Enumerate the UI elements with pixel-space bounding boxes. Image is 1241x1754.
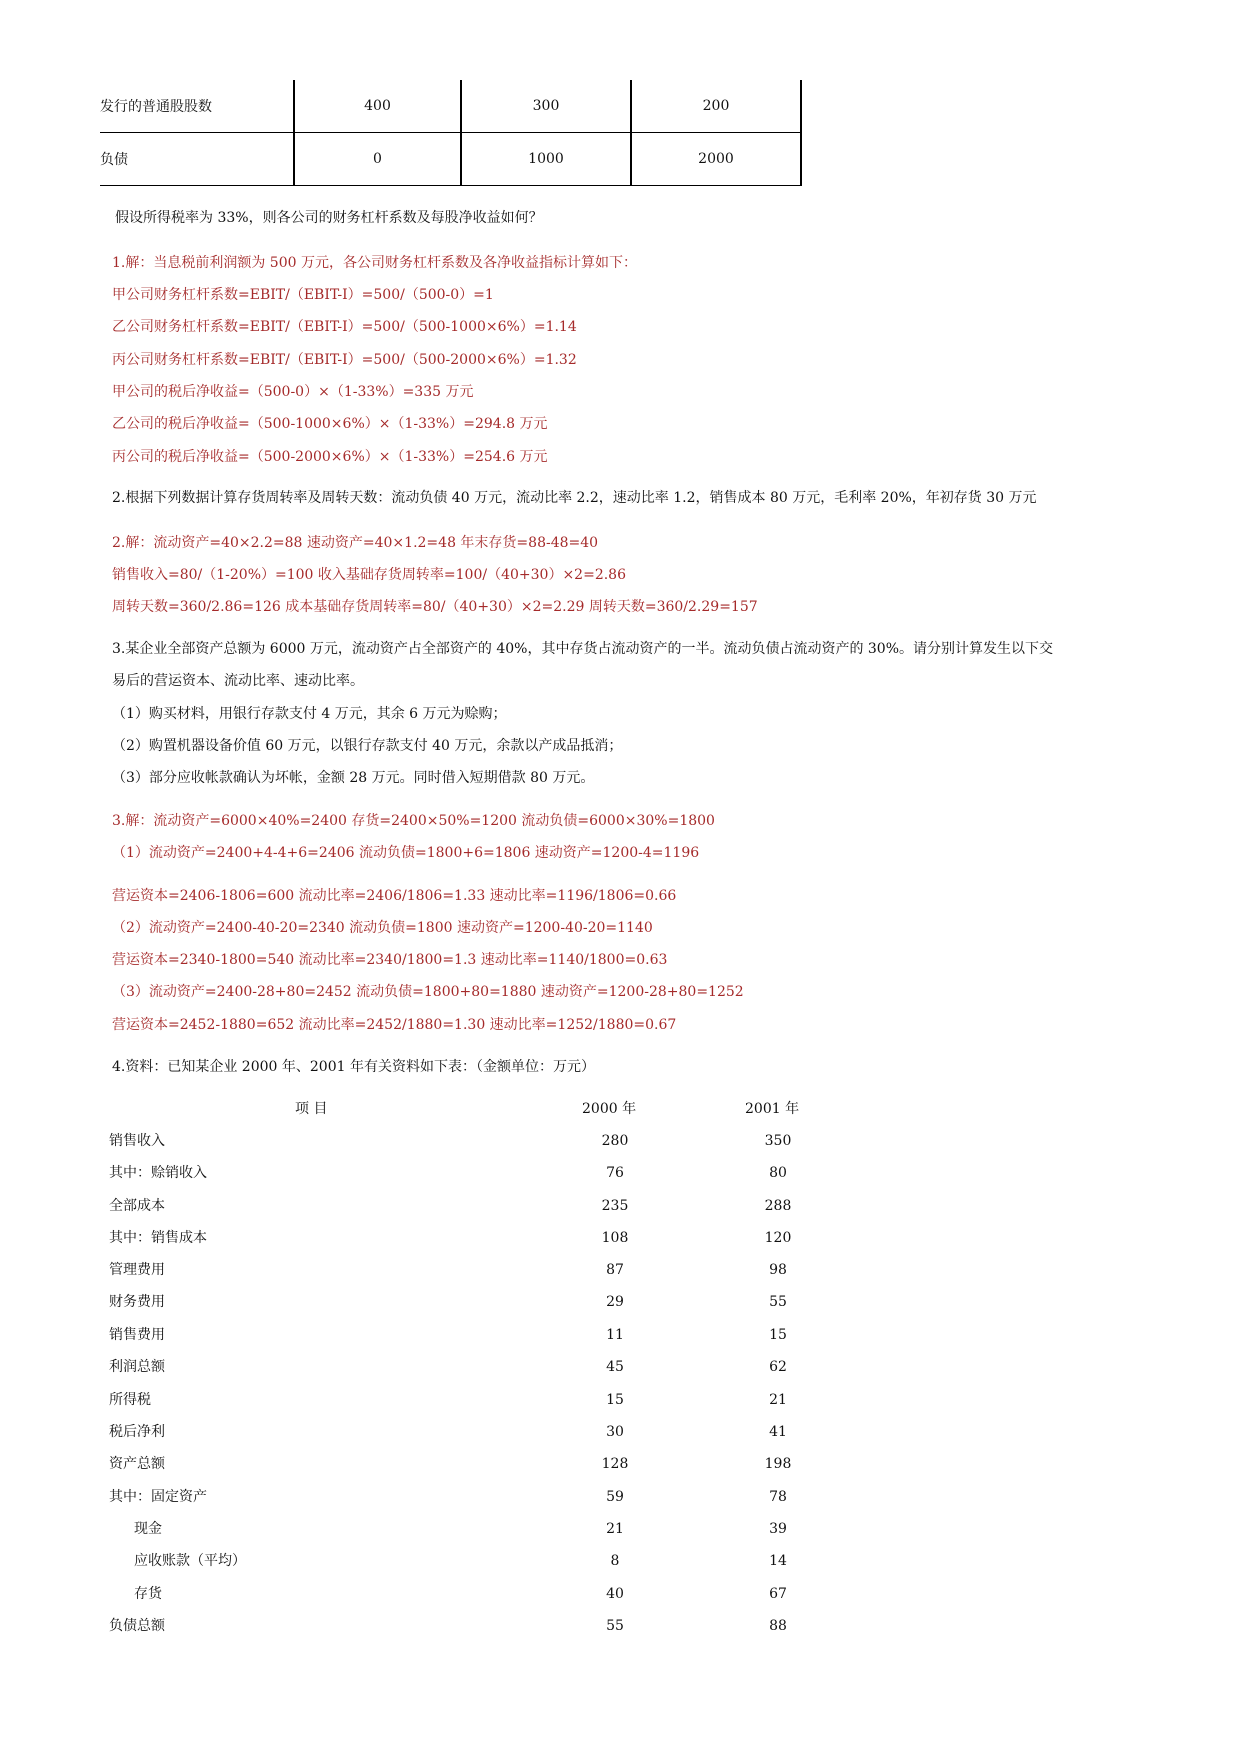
row-name: 税后净利 [109, 1424, 165, 1440]
table-row [109, 1261, 809, 1279]
table-row [109, 1585, 809, 1603]
fin-header-item: 项 目 [295, 1101, 328, 1117]
fin-header-2000: 2000 年 [582, 1101, 637, 1117]
question-3-line: （3）部分应收帐款确认为坏帐，金额 28 万元。同时借入短期借款 80 万元。 [112, 770, 595, 786]
answer-1-line: 乙公司财务杠杆系数=EBIT/（EBIT-I）=500/（500-1000×6%）=1.14 [112, 319, 577, 335]
value-2000: 40 [606, 1586, 624, 1602]
table-row [109, 1617, 809, 1635]
value-2001: 62 [769, 1359, 787, 1375]
value-2001: 350 [764, 1133, 792, 1149]
answer-3-line: （2）流动资产=2400-40-20=2340 流动负债=1800 速动资产=1200-40-20=1140 [112, 920, 653, 936]
answer-2-line: 销售收入=80/（1-20%）=100 收入基础存货周转率=100/（40+30）×2=2.86 [112, 567, 626, 583]
table-row [109, 1197, 809, 1215]
value-2001: 21 [769, 1392, 787, 1408]
value-2001: 98 [769, 1262, 787, 1278]
cell-value: 1000 [461, 133, 631, 186]
table-row [109, 1391, 809, 1409]
value-2000: 87 [606, 1262, 624, 1278]
table-row [109, 1229, 809, 1247]
question-3-line: 3.某企业全部资产总额为 6000 万元，流动资产占全部资产的 40%，其中存货占流动资产的一半。流动负债占流动资产的 30%。请分别计算发生以下交 [112, 641, 1054, 657]
value-2000: 235 [601, 1198, 629, 1214]
value-2000: 8 [610, 1553, 620, 1569]
cell-value: 300 [461, 80, 631, 133]
answer-1-line: 甲公司的税后净收益=（500-0）×（1-33%）=335 万元 [112, 384, 474, 400]
row-name: 利润总额 [109, 1359, 165, 1375]
value-2000: 59 [606, 1489, 624, 1505]
question-3-line: （1）购买材料，用银行存款支付 4 万元，其余 6 万元为赊购； [112, 706, 507, 722]
answer-3-line: 营运资本=2452-1880=652 流动比率=2452/1880=1.30 速动比率=1252/1880=0.67 [112, 1017, 677, 1033]
question-2: 2.根据下列数据计算存货周转率及周转天数：流动负债 40 万元，流动比率 2.2，速动比率 1.2，销售成本 80 万元，毛利率 20%，年初存货 30 万元 [112, 490, 1037, 506]
value-2001: 14 [769, 1553, 787, 1569]
row-name: 全部成本 [109, 1198, 165, 1214]
table-row [109, 1423, 809, 1441]
answer-3-line: 营运资本=2406-1806=600 流动比率=2406/1806=1.33 速动比率=1196/1806=0.66 [112, 888, 677, 904]
table-row [100, 133, 801, 186]
value-2000: 128 [601, 1456, 629, 1472]
question-3-line: （2）购置机器设备价值 60 万元，以银行存款支付 40 万元，余款以产成品抵消； [112, 738, 623, 754]
value-2001: 120 [764, 1230, 792, 1246]
value-2000: 30 [606, 1424, 624, 1440]
answer-1-line: 乙公司的税后净收益=（500-1000×6%）×（1-33%）=294.8 万元 [112, 416, 548, 432]
value-2001: 55 [769, 1294, 787, 1310]
row-name: 其中：赊销收入 [109, 1165, 207, 1181]
value-2001: 67 [769, 1586, 787, 1602]
value-2001: 15 [769, 1327, 787, 1343]
table-row [109, 1326, 809, 1344]
table-row [109, 1520, 809, 1538]
row-name: 销售收入 [109, 1133, 165, 1149]
answer-3-line: 3.解：流动资产=6000×40%=2400 存货=2400×50%=1200 流动负债=6000×30%=1800 [112, 813, 715, 829]
value-2000: 21 [606, 1521, 624, 1537]
answer-1-line: 1.解：当息税前利润额为 500 万元，各公司财务杠杆系数及各净收益指标计算如下： [112, 255, 637, 271]
answer-2-line: 周转天数=360/2.86=126 成本基础存货周转率=80/（40+30）×2=2.29 周转天数=360/2.29=157 [112, 599, 758, 615]
value-2001: 198 [764, 1456, 792, 1472]
value-2001: 88 [769, 1618, 787, 1634]
row-name: 其中：固定资产 [109, 1489, 207, 1505]
table-row [109, 1132, 809, 1150]
value-2001: 78 [769, 1489, 787, 1505]
row-name: 所得税 [109, 1392, 151, 1408]
value-2000: 45 [606, 1359, 624, 1375]
value-2000: 15 [606, 1392, 624, 1408]
table-row [109, 1293, 809, 1311]
cell-value: 2000 [631, 133, 801, 186]
row-name: 其中：销售成本 [109, 1230, 207, 1246]
row-name: 财务费用 [109, 1294, 165, 1310]
question-4: 4.资料：已知某企业 2000 年、2001 年有关资料如下表：（金额单位：万元） [112, 1059, 595, 1075]
cell-value: 200 [631, 80, 801, 133]
answer-2-line: 2.解：流动资产=40×2.2=88 速动资产=40×1.2=48 年末存货=88-48=40 [112, 535, 599, 551]
answer-1-line: 丙公司财务杠杆系数=EBIT/（EBIT-I）=500/（500-2000×6%）=1.32 [112, 352, 577, 368]
row-name: 现金 [134, 1521, 162, 1537]
value-2001: 80 [769, 1165, 787, 1181]
answer-1-line: 丙公司的税后净收益=（500-2000×6%）×（1-33%）=254.6 万元 [112, 449, 548, 465]
row-name: 应收账款（平均） [134, 1553, 246, 1569]
table-row [100, 80, 801, 133]
value-2000: 55 [606, 1618, 624, 1634]
row-label: 负债 [100, 133, 294, 186]
table-row [109, 1455, 809, 1473]
answer-3-line: 营运资本=2340-1800=540 流动比率=2340/1800=1.3 速动比率=1140/1800=0.63 [112, 952, 668, 968]
value-2001: 39 [769, 1521, 787, 1537]
question-1: 假设所得税率为 33%，则各公司的财务杠杆系数及每股净收益如何？ [115, 210, 543, 226]
value-2000: 29 [606, 1294, 624, 1310]
answer-3-line: （3）流动资产=2400-28+80=2452 流动负债=1800+80=1880 速动资产=1200-28+80=1252 [112, 984, 744, 1000]
fin-header-2001: 2001 年 [745, 1101, 800, 1117]
cell-value: 0 [294, 133, 461, 186]
value-2000: 108 [601, 1230, 629, 1246]
share-table [100, 80, 802, 186]
value-2000: 11 [606, 1327, 624, 1343]
answer-1-line: 甲公司财务杠杆系数=EBIT/（EBIT-I）=500/（500-0）=1 [112, 287, 494, 303]
value-2001: 288 [764, 1198, 792, 1214]
row-name: 管理费用 [109, 1262, 165, 1278]
value-2001: 41 [769, 1424, 787, 1440]
row-name: 存货 [134, 1586, 162, 1602]
value-2000: 280 [601, 1133, 629, 1149]
table-row [109, 1552, 809, 1570]
table-row [109, 1164, 809, 1182]
value-2000: 76 [606, 1165, 624, 1181]
table-row [109, 1358, 809, 1376]
cell-value: 400 [294, 80, 461, 133]
row-label: 发行的普通股股数 [100, 80, 294, 133]
row-name: 销售费用 [109, 1327, 165, 1343]
question-3-line: 易后的营运资本、流动比率、速动比率。 [112, 673, 364, 689]
table-row [109, 1488, 809, 1506]
answer-3-line: （1）流动资产=2400+4-4+6=2406 流动负债=1800+6=1806 速动资产=1200-4=1196 [112, 845, 700, 861]
row-name: 资产总额 [109, 1456, 165, 1472]
row-name: 负债总额 [109, 1618, 165, 1634]
